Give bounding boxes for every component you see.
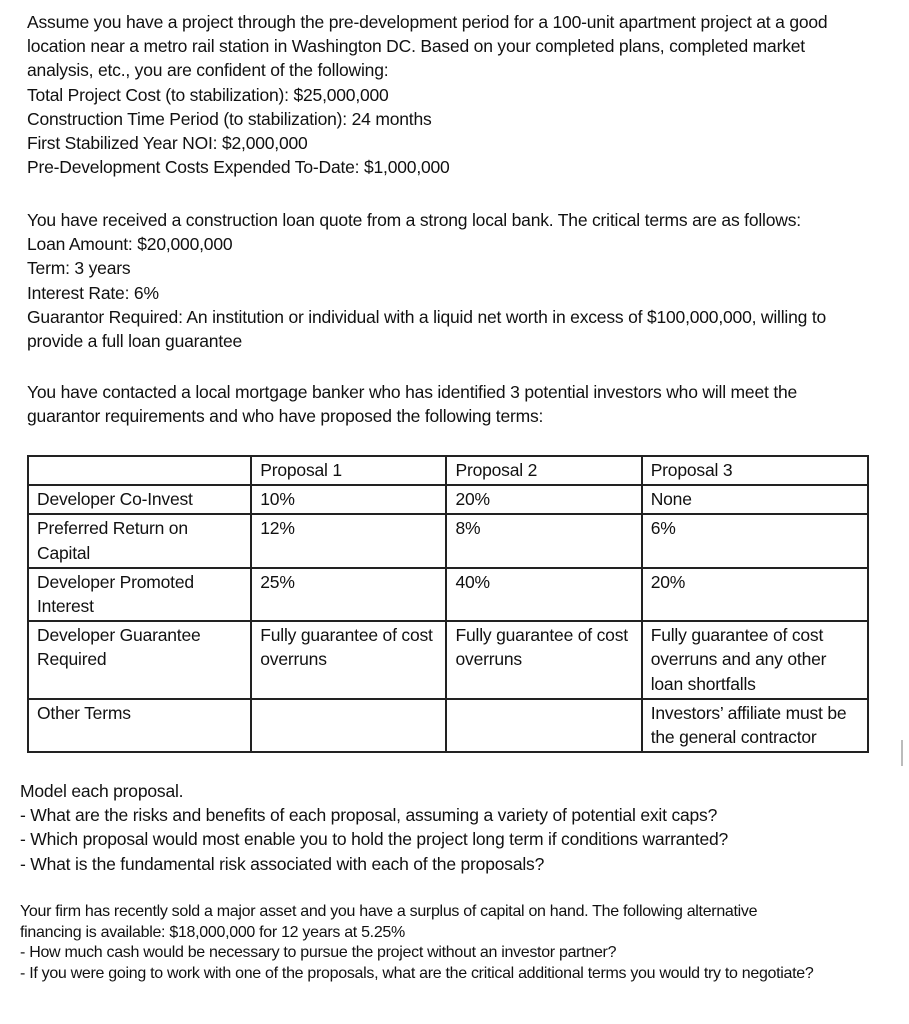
alternative-line: financing is available: $18,000,000 for 12 years at 5.25% [20,923,405,941]
table-header-row [28,456,868,485]
task-item: - What are the risks and benefits of each proposal, assuming a variety of potential exit caps? [20,803,870,827]
alternative-financing-section [20,902,870,984]
cell-proposal-1: 10% [251,485,446,514]
task-item: - Which proposal would most enable you to hold the project long term if conditions warranted? [20,827,870,851]
construction-time: Construction Time Period (to stabilization): 24 months [27,108,432,129]
tasks-title: Model each proposal. [20,781,184,801]
header-proposal-2: Proposal 2 [446,456,641,485]
cell-proposal-2 [446,699,641,752]
row-label: Developer Guarantee Required [28,621,251,699]
row-label: Developer Co-Invest [28,485,251,514]
header-proposal-3: Proposal 3 [642,456,868,485]
alternative-line: Your firm has recently sold a major asset and you have a surplus of capital on hand. The following alternative [20,903,758,920]
loan-intro: You have received a construction loan quote from a strong local bank. The critical terms are as follows: [27,210,801,230]
loan-amount: Loan Amount: $20,000,000 [27,234,233,255]
interest-rate: Interest Rate: 6% [27,282,159,303]
cell-proposal-1: Fully guarantee of cost overruns [251,621,446,699]
proposals-table [27,455,869,753]
cell-proposal-1 [251,699,446,752]
cell-proposal-3: None [642,485,868,514]
alternative-question: - If you were going to work with one of the proposals, what are the critical additional terms you would try to negotiate? [20,964,870,985]
header-proposal-1: Proposal 1 [251,456,446,485]
intro-section [27,10,877,179]
intro-line: location near a metro rail station in Washington DC. Based on your completed plans, completed market [27,36,805,57]
cell-proposal-3: Investors’ affiliate must be the general contractor [642,699,868,752]
cell-proposal-3: 20% [642,568,868,621]
loan-term: Term: 3 years [27,258,131,279]
guarantor-required: Guarantor Required: An institution or individual with a liquid net worth in excess of $100,000,000, willing to [27,306,827,327]
alternative-question: - How much cash would be necessary to pursue the project without an investor partner? [20,943,870,964]
cell-proposal-2: 40% [446,568,641,621]
investors-line: guarantor requirements and who have proposed the following terms: [27,406,544,427]
table-row [28,699,868,752]
table-row [28,568,868,621]
table-row [28,621,868,699]
guarantor-required-cont: provide a full loan guarantee [27,331,243,352]
task-item: - What is the fundamental risk associated with each of the proposals? [20,852,870,876]
investors-section [27,380,877,428]
table-row [28,514,868,567]
cell-proposal-2: 20% [446,485,641,514]
cell-proposal-2: Fully guarantee of cost overruns [446,621,641,699]
investors-line: You have contacted a local mortgage banker who has identified 3 potential investors who will meet the [27,382,798,402]
row-label: Preferred Return on Capital [28,514,251,567]
table-row [28,485,868,514]
row-label: Other Terms [28,699,251,752]
first-year-noi: First Stabilized Year NOI: $2,000,000 [27,133,308,154]
pre-development-costs: Pre-Development Costs Expended To-Date: $1,000,000 [27,157,450,178]
total-project-cost: Total Project Cost (to stabilization): $25,000,000 [27,84,389,105]
scrollbar-handle[interactable] [901,740,903,766]
cell-proposal-3: 6% [642,514,868,567]
cell-proposal-1: 25% [251,568,446,621]
tasks-section [20,779,870,876]
cell-proposal-3: Fully guarantee of cost overruns and any other loan shortfalls [642,621,868,699]
table-corner-cell [28,456,251,485]
intro-line: Assume you have a project through the pre-development period for a 100-unit apartment project at a good [27,12,828,32]
cell-proposal-1: 12% [251,514,446,567]
cell-proposal-2: 8% [446,514,641,567]
row-label: Developer Promoted Interest [28,568,251,621]
loan-section [27,208,877,353]
intro-line: analysis, etc., you are confident of the following: [27,60,389,81]
